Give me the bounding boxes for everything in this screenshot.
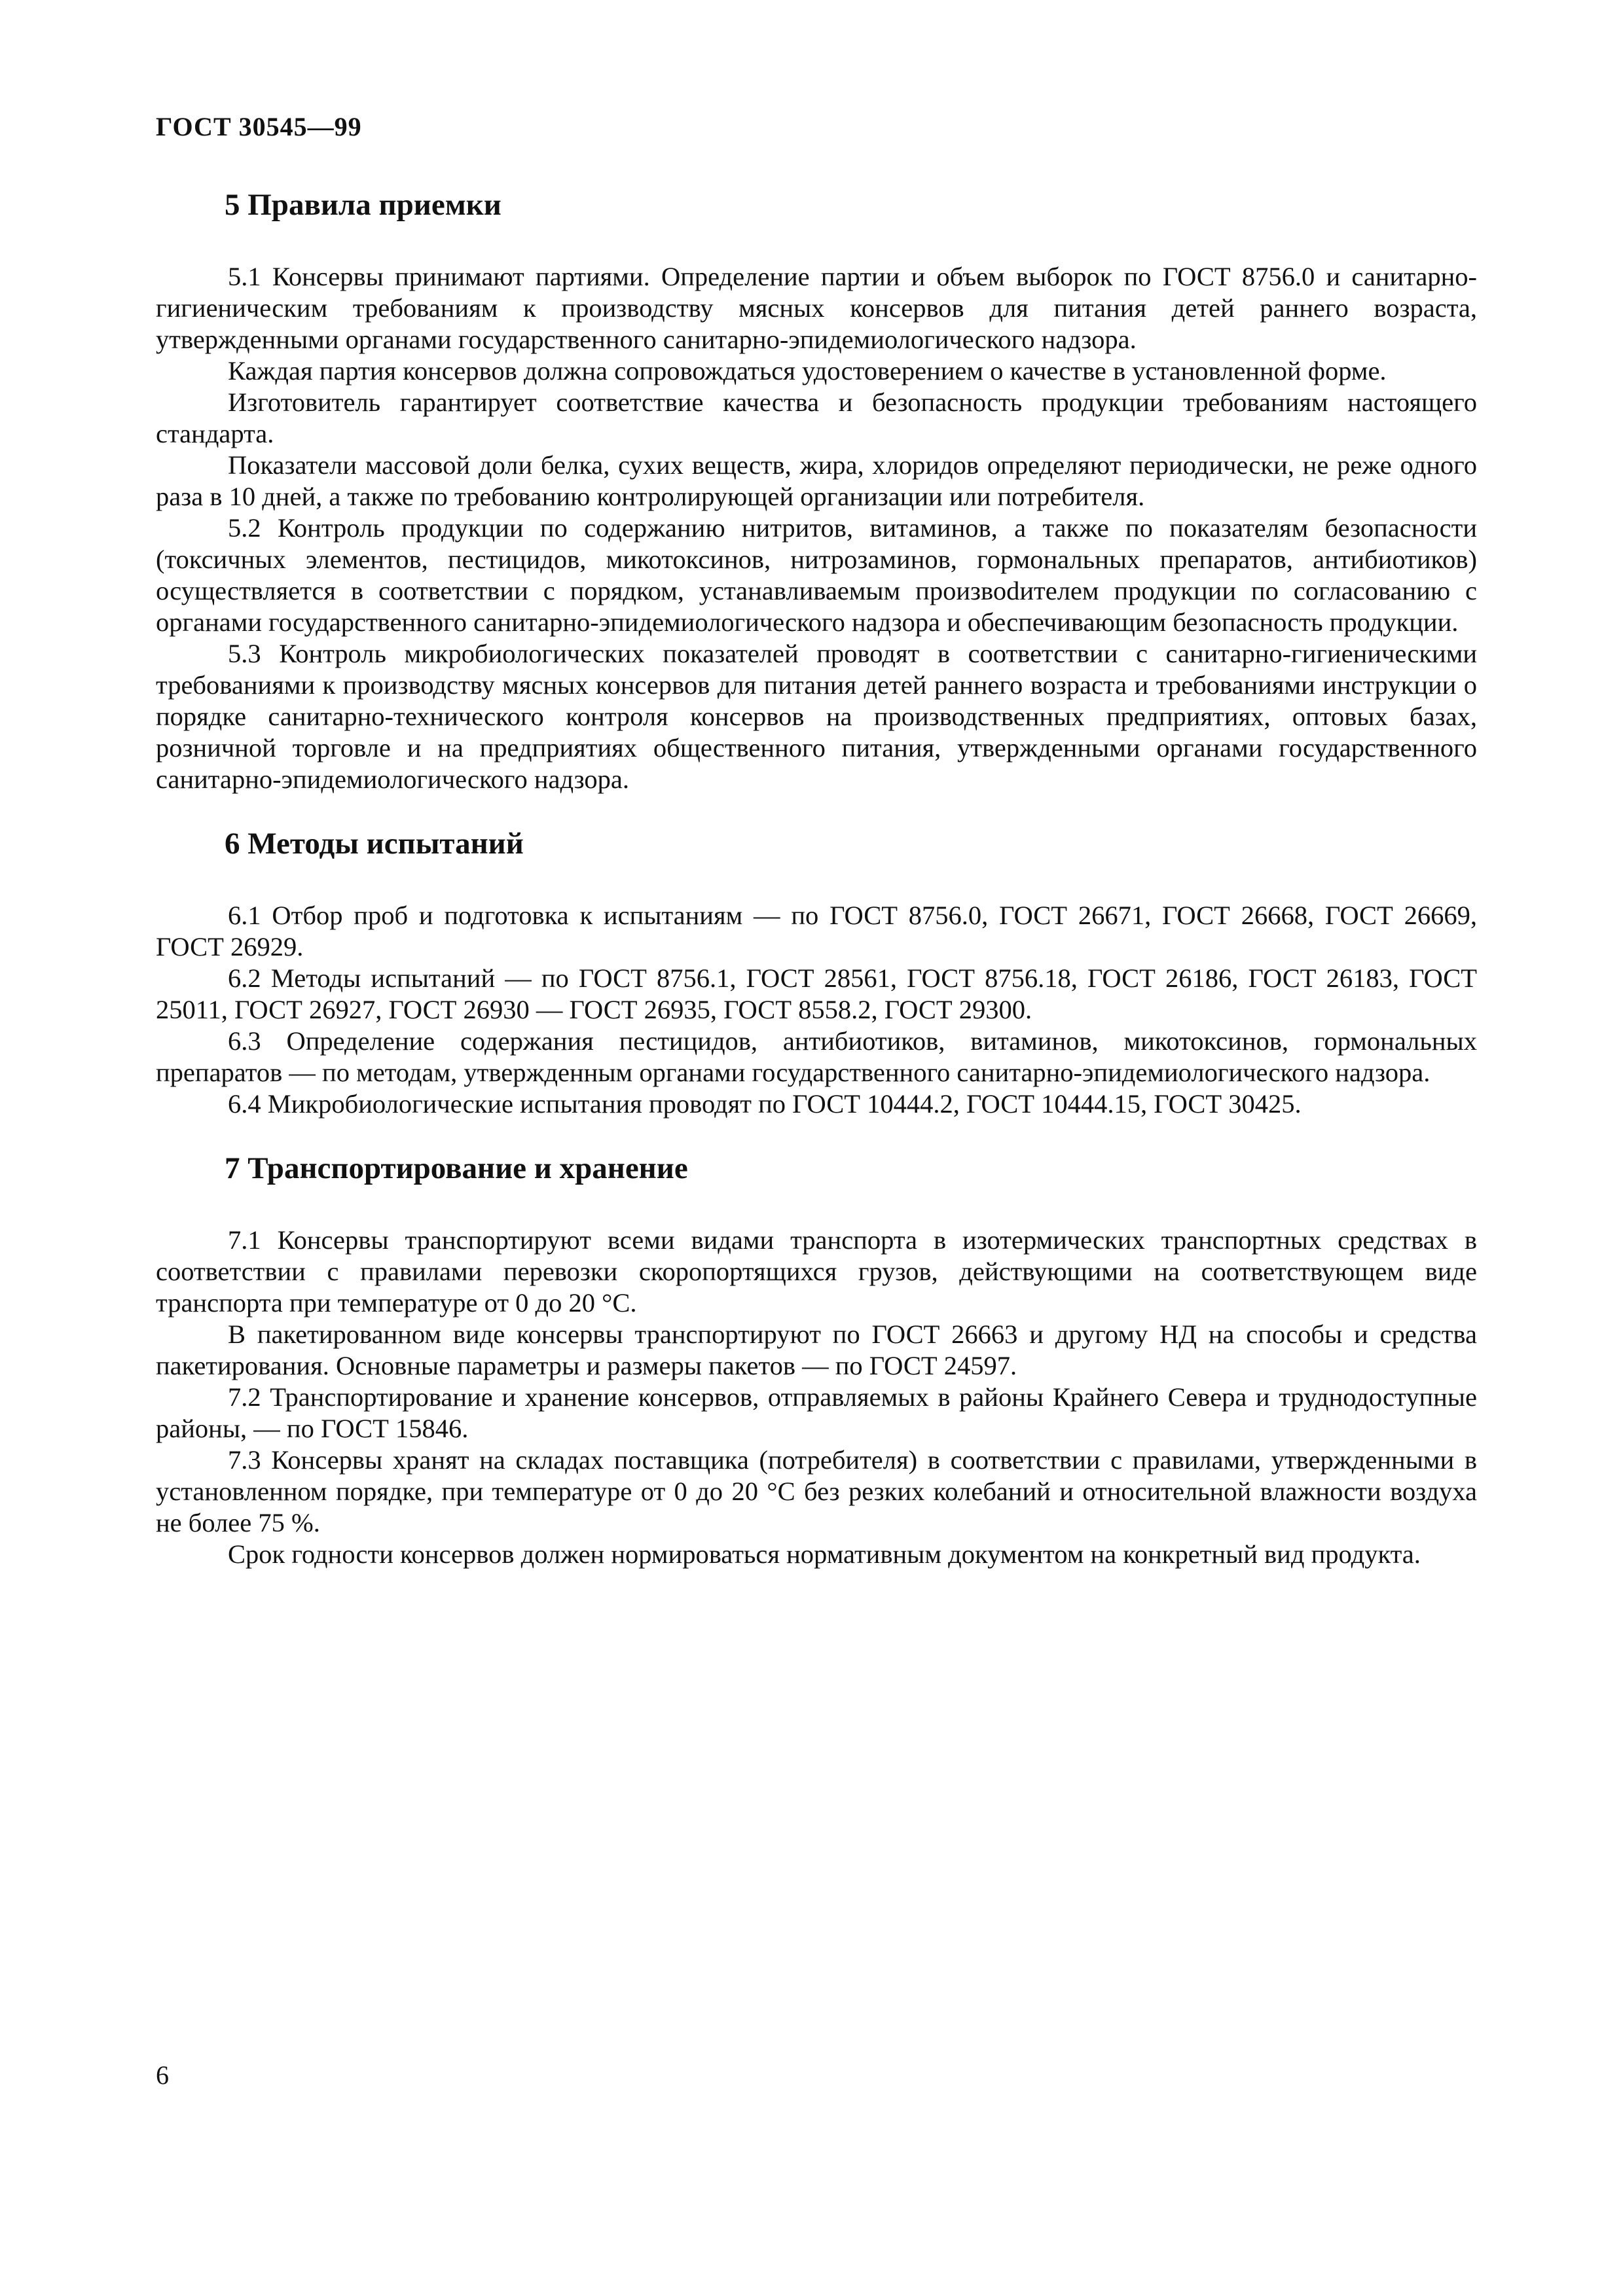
section-heading: 6 Методы испытаний xyxy=(225,827,524,861)
section-heading: 7 Транспортирование и хранение xyxy=(225,1151,688,1185)
paragraph: 5.1 Консервы принимают партиями. Определение партии и объем выборок по ГОСТ 8756.0 и санитарно-гигиеническим требованиям к производству мясных консервов для питания детей раннего возраста, утвержденными органами государственного санитарно-эпидемиологического надзора. xyxy=(156,262,1477,354)
paragraph: Каждая партия консервов должна сопровождаться удостоверением о качестве в установленной форме. xyxy=(228,356,1387,386)
document-body xyxy=(156,187,1477,1600)
page-number: 6 xyxy=(156,2060,169,2090)
section-heading: 5 Правила приемки xyxy=(225,188,501,222)
paragraph: 6.3 Определение содержания пестицидов, антибиотиков, витаминов, микотоксинов, гормональных препаратов — по методам, утвержденным органами государственного санитарно-эпидемиологического надзора. xyxy=(156,1026,1477,1087)
section-test-methods xyxy=(156,825,1477,1120)
paragraph: 6.1 Отбор проб и подготовка к испытаниям — по ГОСТ 8756.0, ГОСТ 26671, ГОСТ 26668, ГОСТ 26669, ГОСТ 26929. xyxy=(156,901,1477,961)
paragraph: 7.1 Консервы транспортируют всеми видами транспорта в изотермических транспортных средствах в соответствии с правилами перевозки скоропортящихся грузов, действующими на соответствующем виде транспорта при температуре от 0 до 20 °С. xyxy=(156,1225,1477,1318)
paragraph: Показатели массовой доли белка, сухих веществ, жира, хлоридов определяют периодически, не реже одного раза в 10 дней, а также по требованию контролирующей организации или потребителя. xyxy=(156,450,1477,511)
section-acceptance-rules xyxy=(156,187,1477,795)
paragraph: 7.2 Транспортирование и хранение консервов, отправляемых в районы Крайнего Севера и труднодоступные районы, — по ГОСТ 15846. xyxy=(156,1382,1477,1443)
paragraph: Изготовитель гарантирует соответствие качества и безопасность продукции требованиям настоящего стандарта. xyxy=(156,387,1477,448)
paragraph: 5.2 Контроль продукции по содержанию нитритов, витаминов, а также по показателям безопасности (токсичных элементов, пестицидов, микотоксинов, нитрозаминов, гормональных препаратов, антибиотиков) осуществляется в соответствии с порядком, устанавливаемым произвоdителем продукции по согласованию с органами государственного санитарно-эпидемиологического надзора и обеспечивающим безопасность продукции. xyxy=(156,513,1477,637)
document-code: ГОСТ 30545—99 xyxy=(156,112,362,141)
paragraph: 7.3 Консервы хранят на складах поставщика (потребителя) в соответствии с правилами, утвержденными в установленном порядке, при температуре от 0 до 20 °С без резких колебаний и относительной влажности воздуха не более 75 %. xyxy=(156,1445,1477,1537)
paragraph: 6.2 Методы испытаний — по ГОСТ 8756.1, ГОСТ 28561, ГОСТ 8756.18, ГОСТ 26186, ГОСТ 26183, ГОСТ 25011, ГОСТ 26927, ГОСТ 26930 — ГОСТ 26935, ГОСТ 8558.2, ГОСТ 29300. xyxy=(156,963,1477,1024)
section-transport-storage xyxy=(156,1150,1477,1570)
paragraph: 5.3 Контроль микробиологических показателей проводят в соответствии с санитарно-гигиеническими требованиями к производству мясных консервов для питания детей раннего возраста и требованиями инструкции о порядке санитарно-технического контроля консервов на производственных предприятиях, оптовых базах, розничной торговле и на предприятиях общественного питания, утвержденными органами государственного санитарно-эпидемиологического надзора. xyxy=(156,639,1477,794)
paragraph: Срок годности консервов должен нормироваться нормативным документом на конкретный вид продукта. xyxy=(228,1539,1421,1569)
paragraph: 6.4 Микробиологические испытания проводят по ГОСТ 10444.2, ГОСТ 10444.15, ГОСТ 30425. xyxy=(228,1089,1302,1119)
paragraph: В пакетированном виде консервы транспортируют по ГОСТ 26663 и другому НД на способы и средства пакетирования. Основные параметры и размеры пакетов — по ГОСТ 24597. xyxy=(156,1319,1477,1380)
